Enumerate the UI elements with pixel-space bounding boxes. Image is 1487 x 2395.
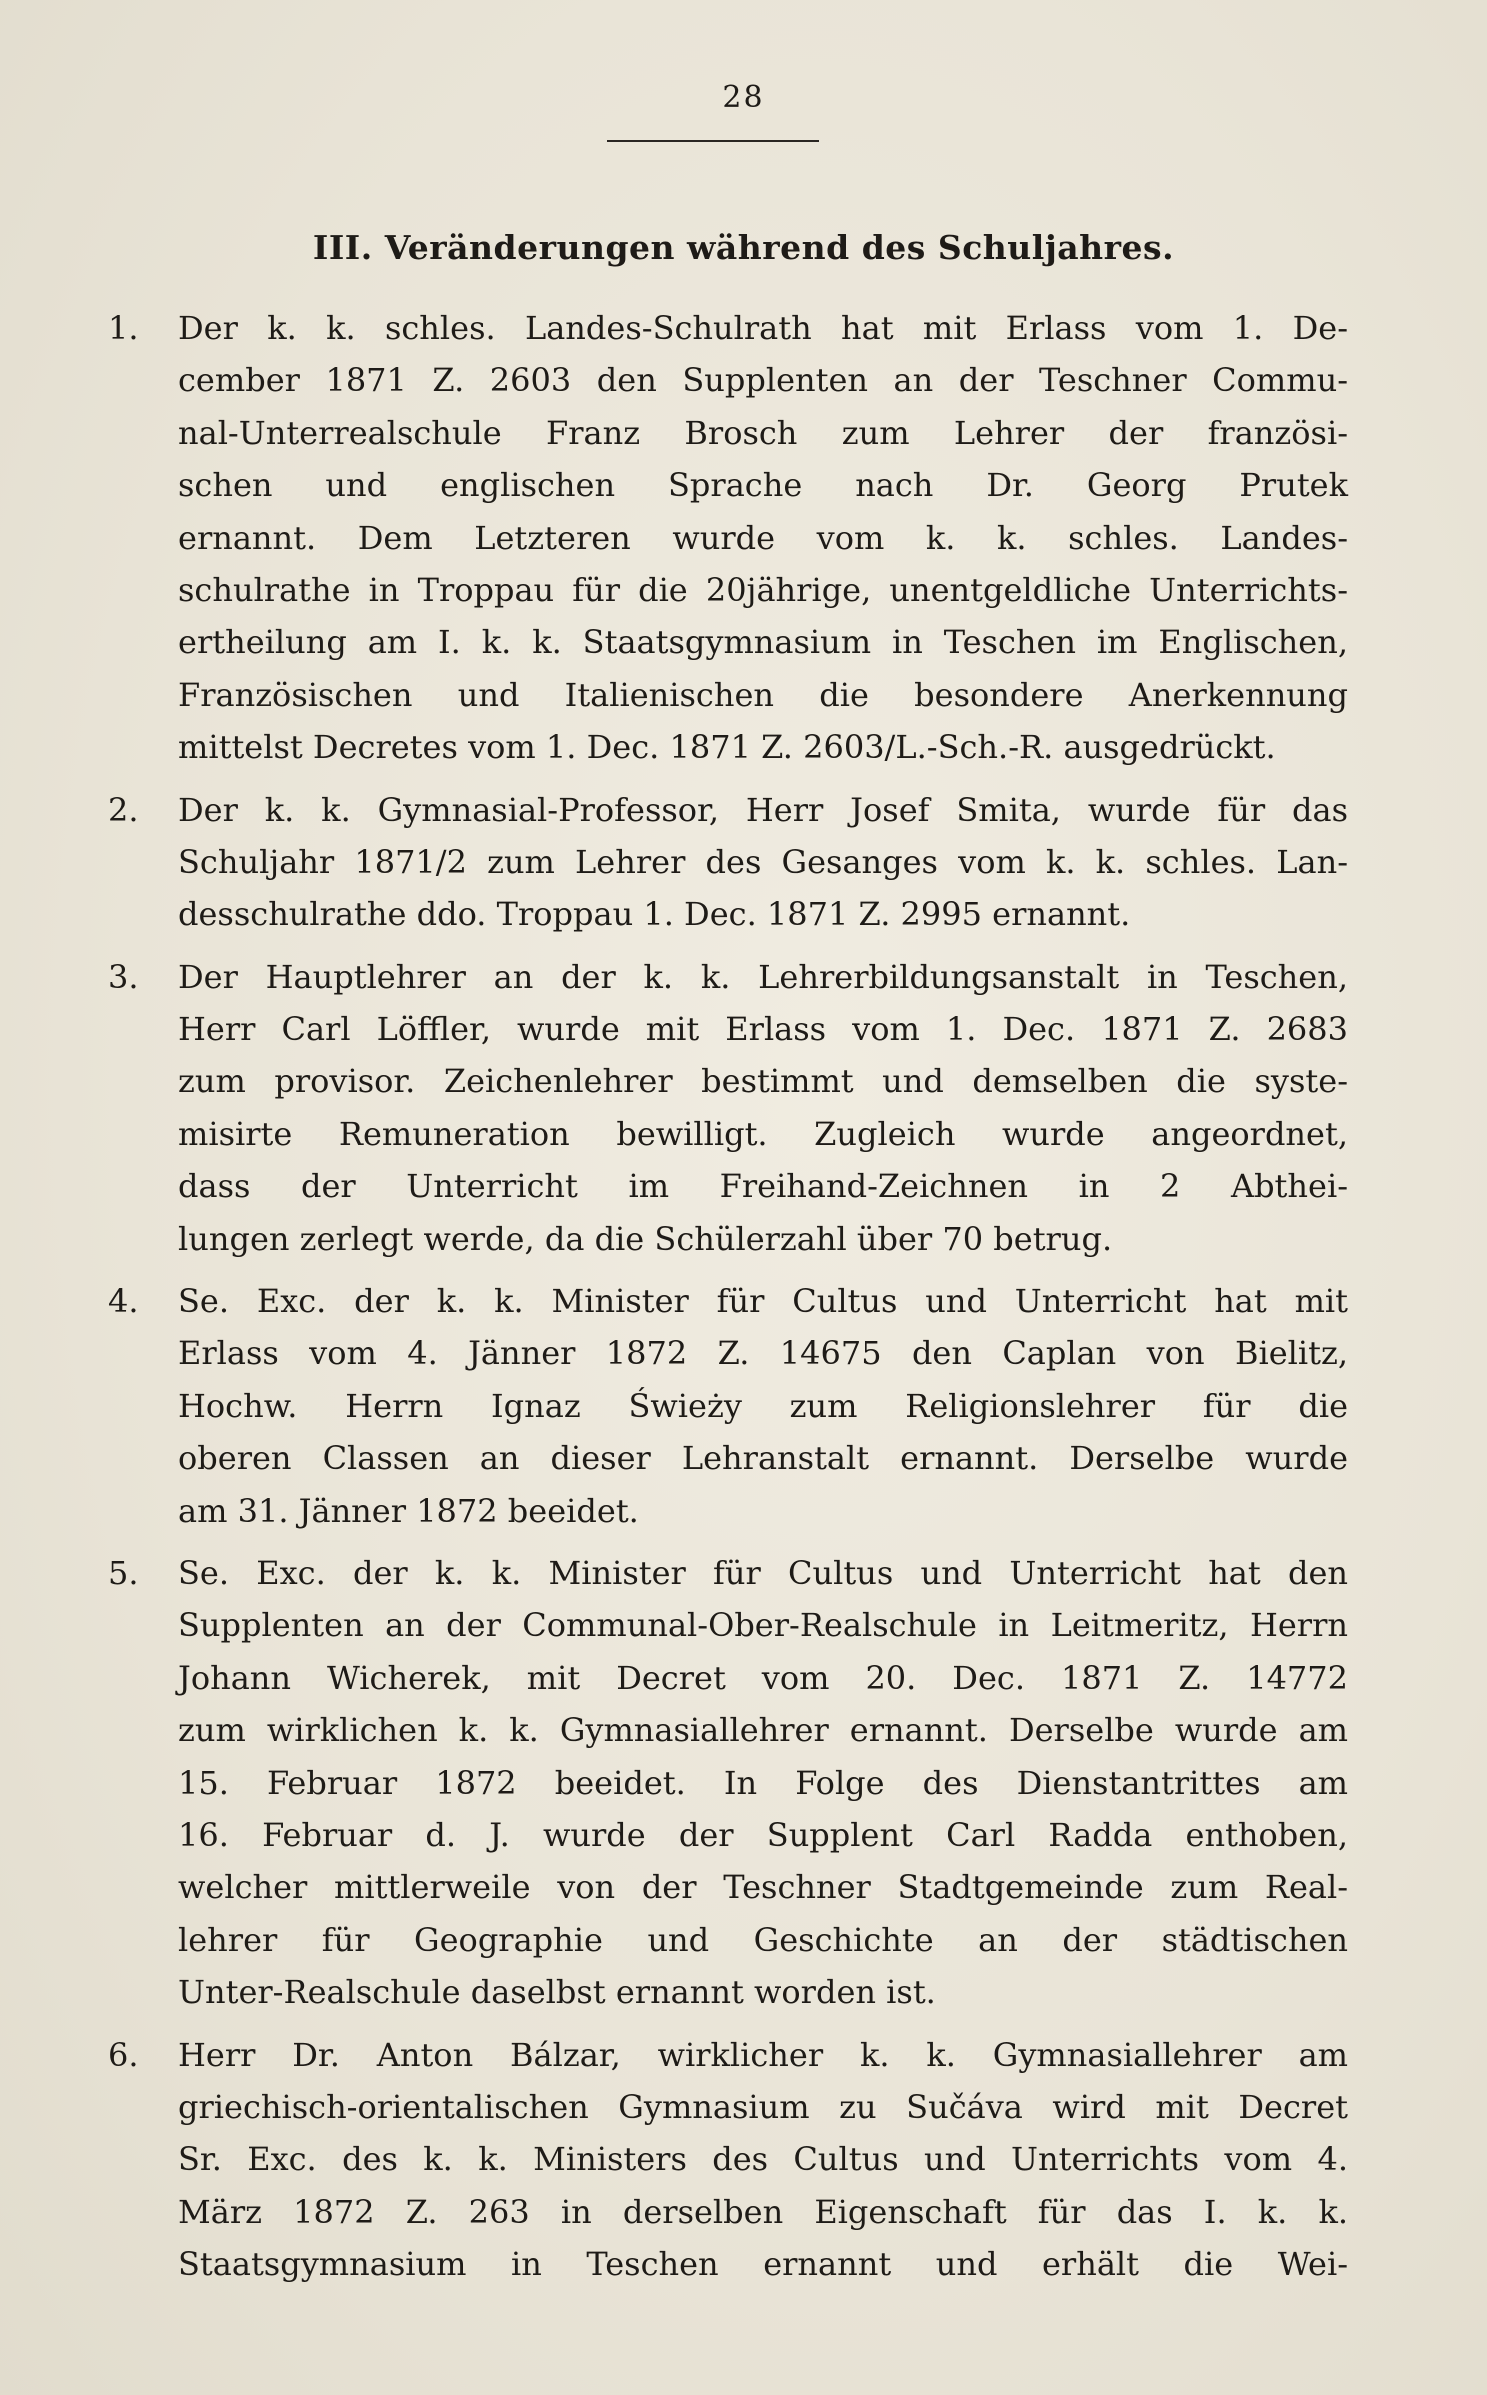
text-line: am 31. Jänner 1872 beeidet.	[178, 1491, 639, 1530]
text-line: Herr Carl Löffler, wurde mit Erlass vom 1. Dec. 1871 Z. 2683	[178, 1010, 1348, 1049]
text-line: zum provisor. Zeichenlehrer bestimmt und demselben die syste-	[178, 1062, 1348, 1101]
text-line: oberen Classen an dieser Lehranstalt ernannt. Derselbe wurde	[178, 1439, 1348, 1478]
text-line: Johann Wicherek, mit Decret vom 20. Dec. 1871 Z. 14772	[178, 1658, 1348, 1697]
list-item	[108, 784, 1348, 941]
item-number: 3.	[108, 957, 139, 996]
text-line: Se. Exc. der k. k. Minister für Cultus und Unterricht hat den	[178, 1553, 1348, 1592]
items-list	[108, 302, 1348, 2300]
text-line: Der k. k. Gymnasial-Professor, Herr Josef Smita, wurde für das	[178, 790, 1348, 829]
text-line: lehrer für Geographie und Geschichte an der städtischen	[178, 1920, 1348, 1959]
text-line: schulrathe in Troppau für die 20jährige, unentgeldliche Unterrichts-	[178, 570, 1348, 609]
text-line: griechisch-orientalischen Gymnasium zu Sučáva wird mit Decret	[178, 2087, 1348, 2126]
text-line: Erlass vom 4. Jänner 1872 Z. 14675 den Caplan von Bielitz,	[178, 1334, 1348, 1373]
list-item	[108, 951, 1348, 1265]
text-line: schen und englischen Sprache nach Dr. Georg Prutek	[178, 466, 1348, 505]
text-line: März 1872 Z. 263 in derselben Eigenschaft für das I. k. k.	[178, 2192, 1348, 2231]
page-number: 28	[722, 80, 765, 115]
text-line: misirte Remuneration bewilligt. Zugleich wurde angeordnet,	[178, 1114, 1348, 1153]
text-line: Sr. Exc. des k. k. Ministers des Cultus und Unterrichts vom 4.	[178, 2140, 1348, 2179]
text-line: mittelst Decretes vom 1. Dec. 1871 Z. 2603/L.-Sch.-R. ausgedrückt.	[178, 728, 1276, 767]
text-line: Der Hauptlehrer an der k. k. Lehrerbildungsanstalt in Teschen,	[178, 957, 1348, 996]
list-item	[108, 1547, 1348, 2019]
text-line: Der k. k. schles. Landes-Schulrath hat mit Erlass vom 1. De-	[178, 309, 1348, 347]
text-line: Unter-Realschule daselbst ernannt worden ist.	[178, 1973, 936, 2012]
text-line: Supplenten an der Communal-Ober-Realschule in Leitmeritz, Herrn	[178, 1606, 1348, 1645]
section-heading: III. Veränderungen während des Schuljahres.	[312, 228, 1175, 267]
text-line: cember 1871 Z. 2603 den Supplenten an der Teschner Commu-	[178, 361, 1348, 400]
text-line: Schuljahr 1871/2 zum Lehrer des Gesanges vom k. k. schles. Lan-	[178, 842, 1348, 881]
text-line: desschulrathe ddo. Troppau 1. Dec. 1871 Z. 2995 ernannt.	[178, 895, 1131, 934]
text-line: 15. Februar 1872 beeidet. In Folge des Dienstantrittes am	[178, 1763, 1348, 1802]
item-number: 2.	[108, 790, 139, 829]
text-line: 16. Februar d. J. wurde der Supplent Carl Radda enthoben,	[178, 1815, 1348, 1854]
item-number: 4.	[108, 1282, 139, 1321]
list-item	[108, 1275, 1348, 1537]
text-line: Französischen und Italienischen die besondere Anerkennung	[178, 675, 1348, 714]
text-line: Herr Dr. Anton Bálzar, wirklicher k. k. Gymnasiallehrer am	[178, 2035, 1348, 2074]
text-line: Se. Exc. der k. k. Minister für Cultus und Unterricht hat mit	[178, 1282, 1348, 1321]
item-number: 5.	[108, 1553, 139, 1592]
text-line: zum wirklichen k. k. Gymnasiallehrer ernannt. Derselbe wurde am	[178, 1711, 1348, 1750]
text-line: lungen zerlegt werde, da die Schülerzahl über 70 betrug.	[178, 1219, 1113, 1258]
text-line: ertheilung am I. k. k. Staatsgymnasium in Teschen im Englischen,	[178, 623, 1348, 662]
list-item	[108, 2029, 1348, 2291]
text-line: Hochw. Herrn Ignaz Świeży zum Religionslehrer für die	[178, 1386, 1348, 1425]
item-number: 1.	[108, 309, 139, 347]
item-number: 6.	[108, 2035, 139, 2074]
text-line: welcher mittlerweile von der Teschner Stadtgemeinde zum Real-	[178, 1868, 1348, 1907]
text-line: Staatsgymnasium in Teschen ernannt und erhält die Wei-	[178, 2245, 1348, 2284]
text-line: nal-Unterrealschule Franz Brosch zum Lehrer der französi-	[178, 413, 1348, 452]
page-number-rule	[607, 140, 819, 142]
list-item	[108, 302, 1348, 774]
text-line: ernannt. Dem Letzteren wurde vom k. k. schles. Landes-	[178, 518, 1348, 557]
text-line: dass der Unterricht im Freihand-Zeichnen in 2 Abthei-	[178, 1167, 1348, 1206]
